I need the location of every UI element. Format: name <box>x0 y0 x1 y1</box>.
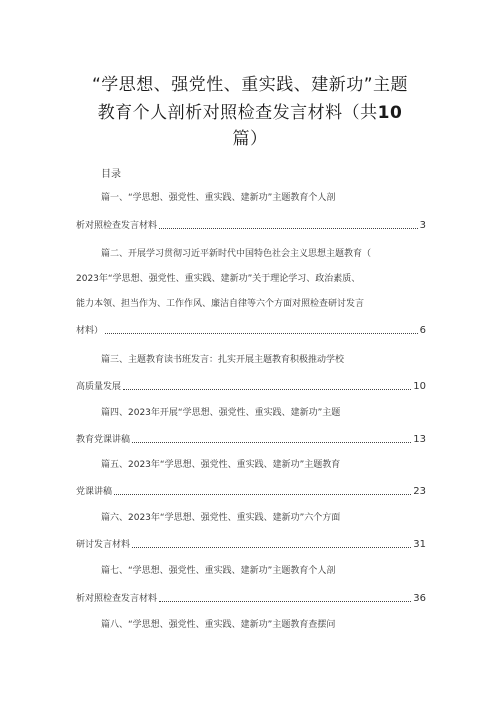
dot-leader <box>132 433 411 443</box>
toc-entry-4-line-1: 篇四、2023年开展“学思想、强党性、重实践、建新功”主题 <box>101 408 341 418</box>
toc-entry-1-line-1: 篇一、“学思想、强党性、重实践、建新功”主题教育个人剖 <box>101 193 336 203</box>
document-title-line-2-text: 教育个人剖析对照检查发言材料（共 <box>97 103 378 123</box>
document-title-line-3: 篇） <box>232 129 268 149</box>
toc-heading: 目录 <box>101 169 121 180</box>
dot-leader <box>159 219 418 229</box>
toc-entry-6-last-line[interactable] <box>76 538 426 552</box>
toc-entry-3-text: 高质量发展 <box>76 382 122 392</box>
dot-leader <box>123 380 411 390</box>
toc-entry-4-text: 教育党课讲稿 <box>76 435 131 445</box>
toc-entry-2-line-3: 能力本领、担当作为、工作作风、廉洁自律等六个方面对照检查研讨发言 <box>76 299 365 309</box>
dot-leader <box>159 592 411 602</box>
toc-entry-4-page: 13 <box>413 434 426 445</box>
toc-entry-6-text: 研讨发言材料 <box>76 540 131 550</box>
dot-leader <box>132 538 411 548</box>
toc-entry-7-last-line[interactable] <box>76 592 426 606</box>
toc-entry-2-text: 材料） <box>76 326 104 336</box>
toc-entry-6-line-1: 篇六、2023年“学思想、强党性、重实践、建新功”六个方面 <box>101 513 341 523</box>
toc-entry-7-line-1: 篇七、“学思想、强党性、重实践、建新功”主题教育个人剖 <box>101 566 336 576</box>
toc-entry-3-last-line[interactable] <box>76 380 426 394</box>
toc-entry-1-last-line[interactable] <box>76 219 426 233</box>
toc-entry-3-page: 10 <box>413 381 426 392</box>
toc-entry-2-line-2: 2023年“学思想、强党性、重实践、建新功”关于理论学习、政治素质、 <box>76 274 361 284</box>
toc-entry-5-last-line[interactable] <box>76 485 426 499</box>
toc-entry-1-page: 3 <box>419 220 426 231</box>
toc-entry-2-line-1: 篇二、开展学习贯彻习近平新时代中国特色社会主义思想主题教育（ <box>101 249 372 259</box>
document-title-line-1: “学思想、强党性、重实践、建新功”主题 <box>91 75 409 95</box>
toc-entry-5-page: 23 <box>413 486 426 497</box>
toc-entry-8-line-1[interactable]: 篇八、“学思想、强党性、重实践、建新功”主题教育查摆问 <box>101 620 336 630</box>
toc-entry-5-text: 党课讲稿 <box>76 487 113 497</box>
dot-leader <box>114 485 411 495</box>
document-title-count: 10 <box>377 103 403 123</box>
toc-entry-2-page: 6 <box>419 325 426 336</box>
toc-entry-2-last-line[interactable] <box>76 324 426 338</box>
toc-entry-5-line-1: 篇五、2023年“学思想、强党性、重实践、建新功”主题教育 <box>101 460 341 470</box>
toc-entry-1-text: 析对照检查发言材料 <box>76 221 158 231</box>
document-title-line-2 <box>0 98 500 123</box>
toc-entry-7-text: 析对照检查发言材料 <box>76 594 158 604</box>
toc-entry-6-page: 31 <box>413 539 426 550</box>
toc-entry-3-line-1: 篇三、主题教育读书班发言：扎实开展主题教育积极推动学校 <box>101 355 345 365</box>
dot-leader <box>105 324 418 334</box>
toc-entry-7-page: 36 <box>413 593 426 604</box>
toc-entry-4-last-line[interactable] <box>76 433 426 447</box>
